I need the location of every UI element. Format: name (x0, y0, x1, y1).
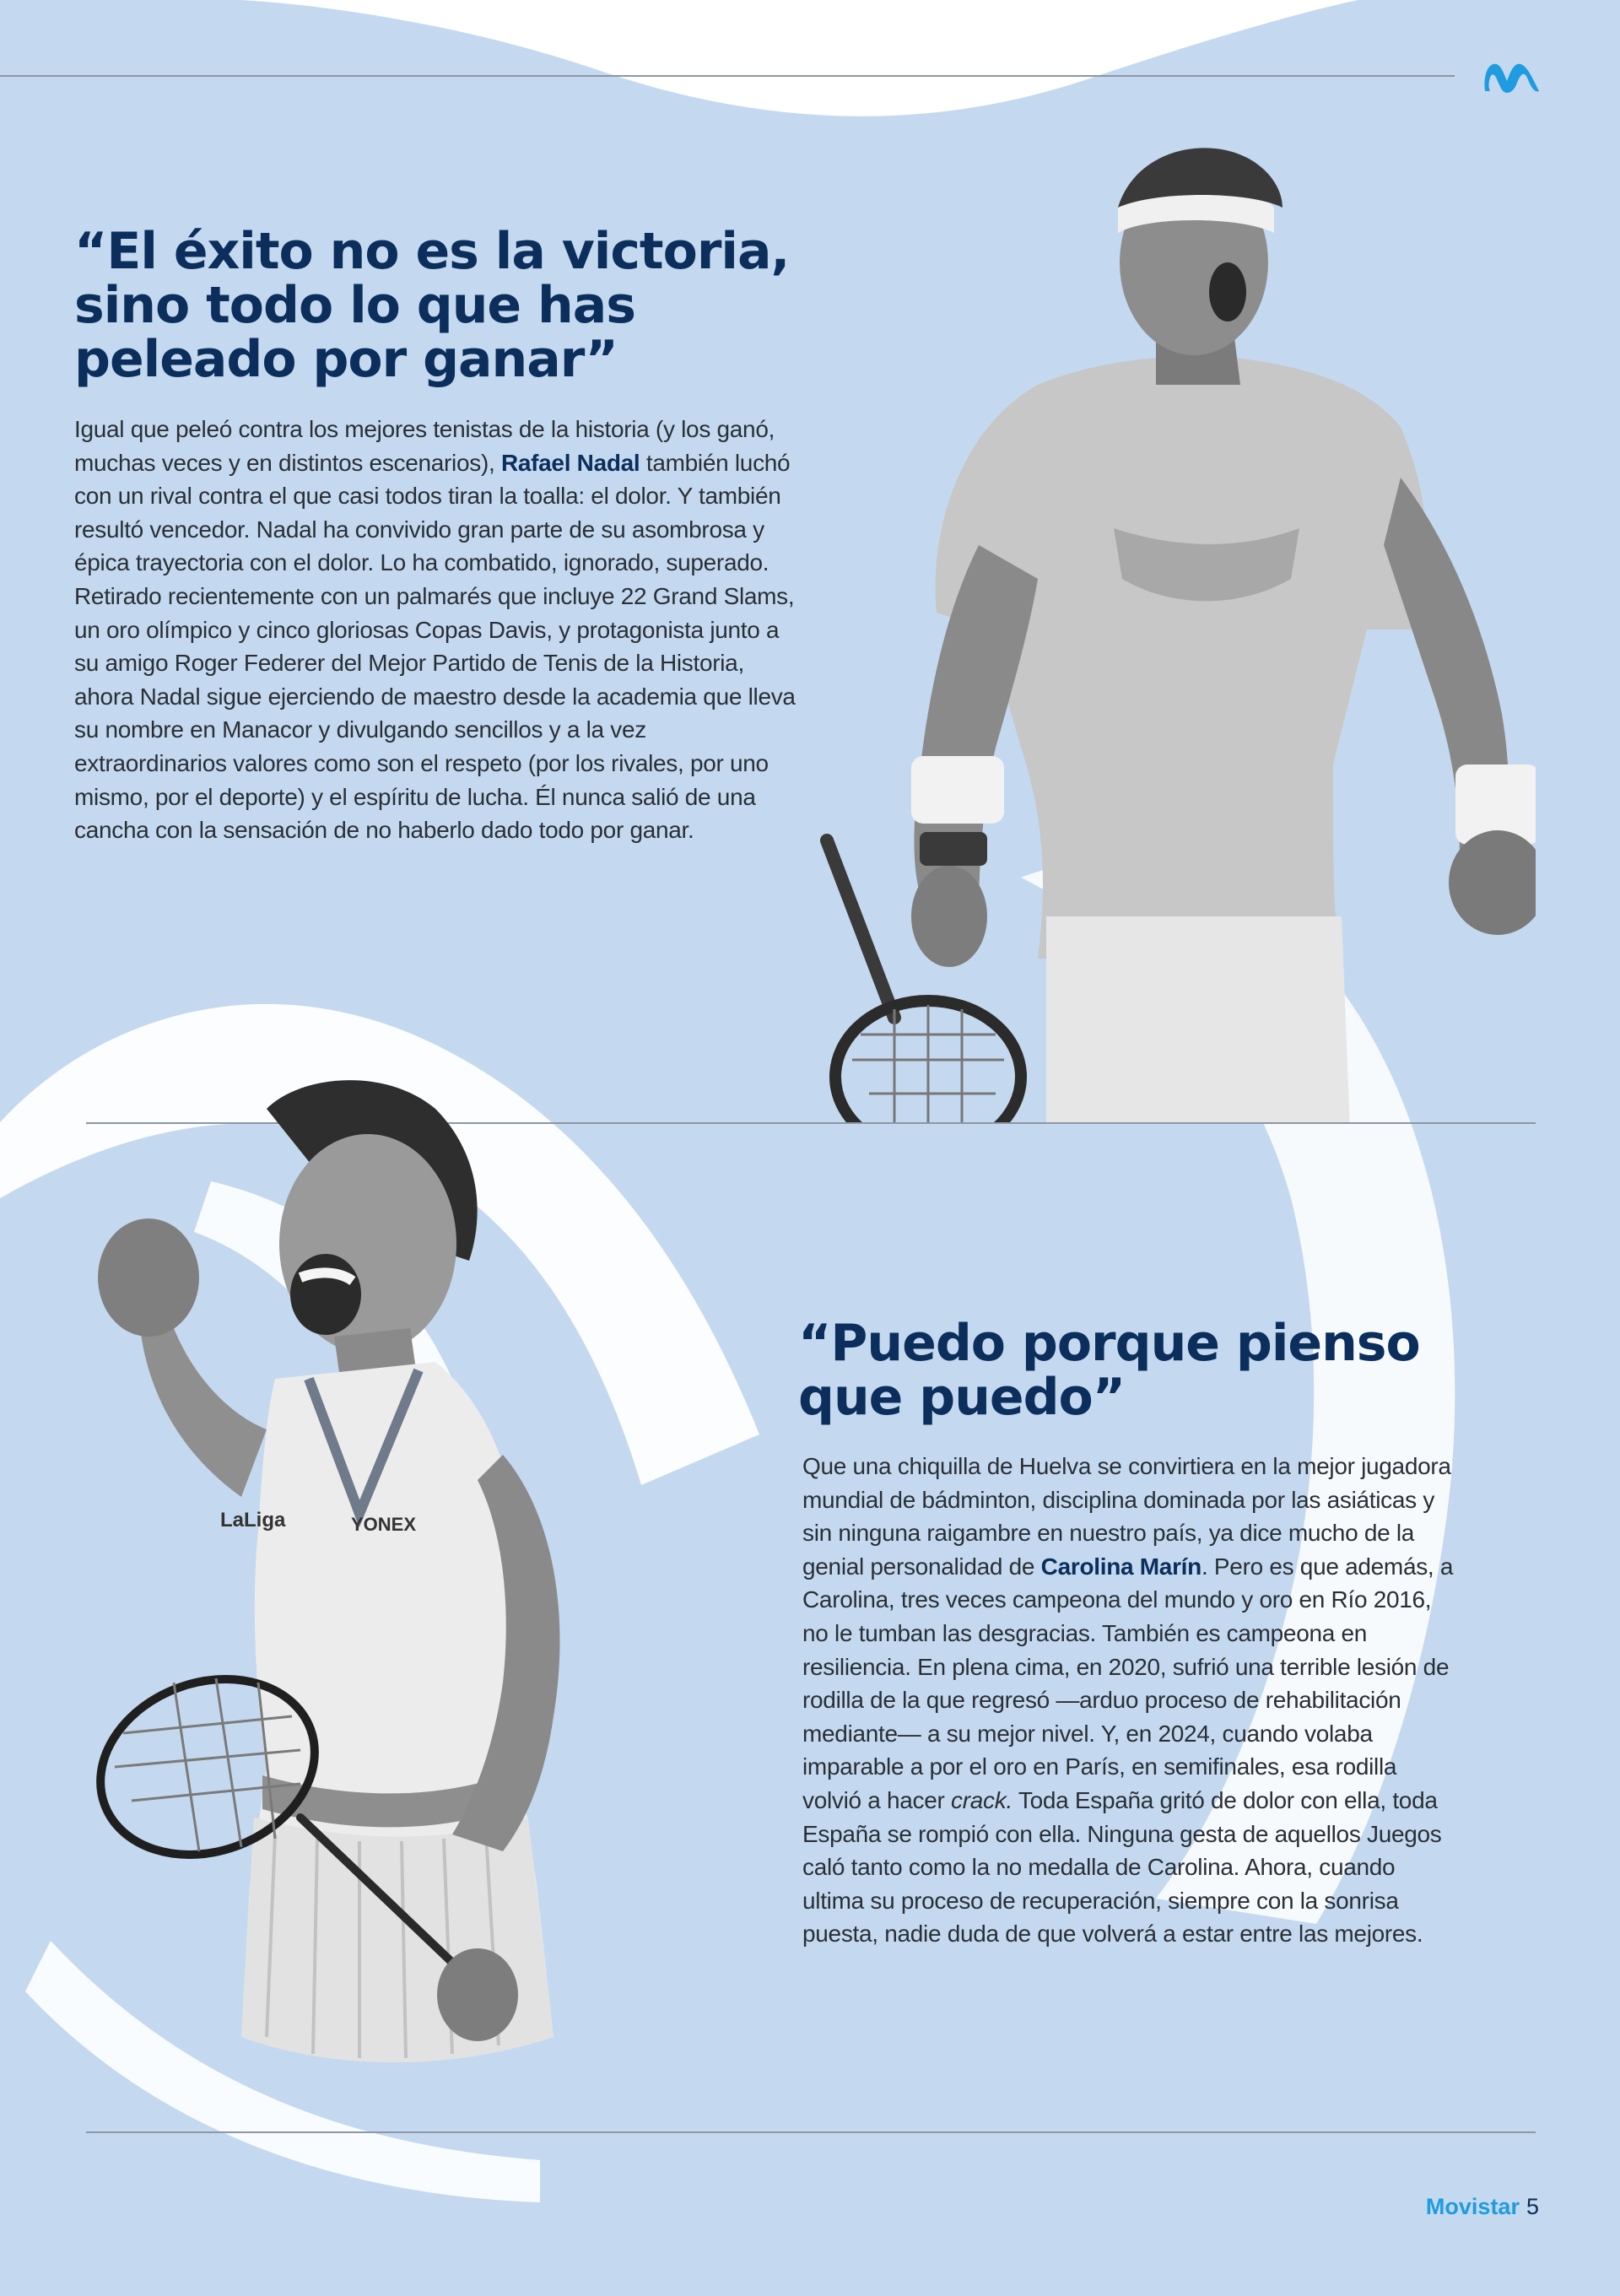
movistar-logo-icon (1478, 52, 1546, 103)
marin-name: Carolina Marín (1040, 1553, 1202, 1580)
bottom-divider (86, 2131, 1536, 2133)
carolina-marin-photo (81, 1067, 739, 2096)
nadal-body-text: Igual que peleó contra los mejores tenistas de la historia (y los ganó, muchas veces y en distintos escenarios), Rafael Nadal también luchó con un rival contra el que casi todos tiran la toalla: el dolor. Y también resultó vencedor. Nadal ha convivido gran parte de su asombrosa y épica trayectoria con el dolor. Lo ha combatido, ignorado, superado. Retirado recientemente con un palmarés que incluye 22 Grand Slams, un oro olímpico y cinco gloriosas Copas Davis, y protagonista junto a su amigo Roger Federer del Mejor Partido de Tenis de la Historia, ahora Nadal sigue ejerciendo de maestro desde la academia que lleva su nombre en Manacor y divulgando sencillos y a la vez extraordinarios valores como son el respeto (por los rivales, por uno mismo, por el deporte) y el espíritu de lucha. Él nunca salió de una cancha con la sensación de no haberlo dado todo por ganar. (74, 416, 796, 844)
yonex-shirt-logo: YONEX (351, 1514, 417, 1535)
laliga-shirt-logo: LaLiga (220, 1509, 286, 1532)
rafael-nadal-photo (793, 101, 1536, 1124)
marin-body-text: Que una chiquilla de Huelva se convirtiera en la mejor jugadora mundial de bádminton, disciplina dominada por las asiáticas y sin ninguna raigambre en nuestro país, ya dice mucho de la genial personalidad de Carolina Marín. Pero es que además, a Carolina, tres veces campeona del mundo y oro en Río 2016, no le tumban las desgracias. También es campeona en resiliencia. En plena cima, en 2020, sufrió una terrible lesión de rodilla de la que regresó —arduo proceso de rehabilitación mediante— a su mejor nivel. Y, en 2024, cuando volaba imparable a por el oro en París, en semifinales, esa rodilla volvió a hacer crack. Toda España gritó de dolor con ella, toda España se rompió con ella. Ninguna gesta de aquellos Juegos caló tanto como la no medalla de Carolina. Ahora, cuando ultima su proceso de recuperación, siempre con la sonrisa puesta, nadie duda de que volverá a estar entre las mejores. (802, 1453, 1454, 1948)
page-footer (1426, 2192, 1539, 2221)
page-number: 5 (1526, 2194, 1539, 2219)
crack-word: crack. (951, 1786, 1012, 1813)
top-divider (0, 75, 1455, 77)
footer-brand: Movistar (1425, 2194, 1520, 2219)
marin-quote-headline: “Puedo porque pienso que puedo” (798, 1314, 1420, 1427)
nadal-quote-headline: “El éxito no es la victoria, sino todo lo que has peleado por ganar” (74, 222, 790, 389)
nadal-name: Rafael Nadal (500, 449, 640, 476)
